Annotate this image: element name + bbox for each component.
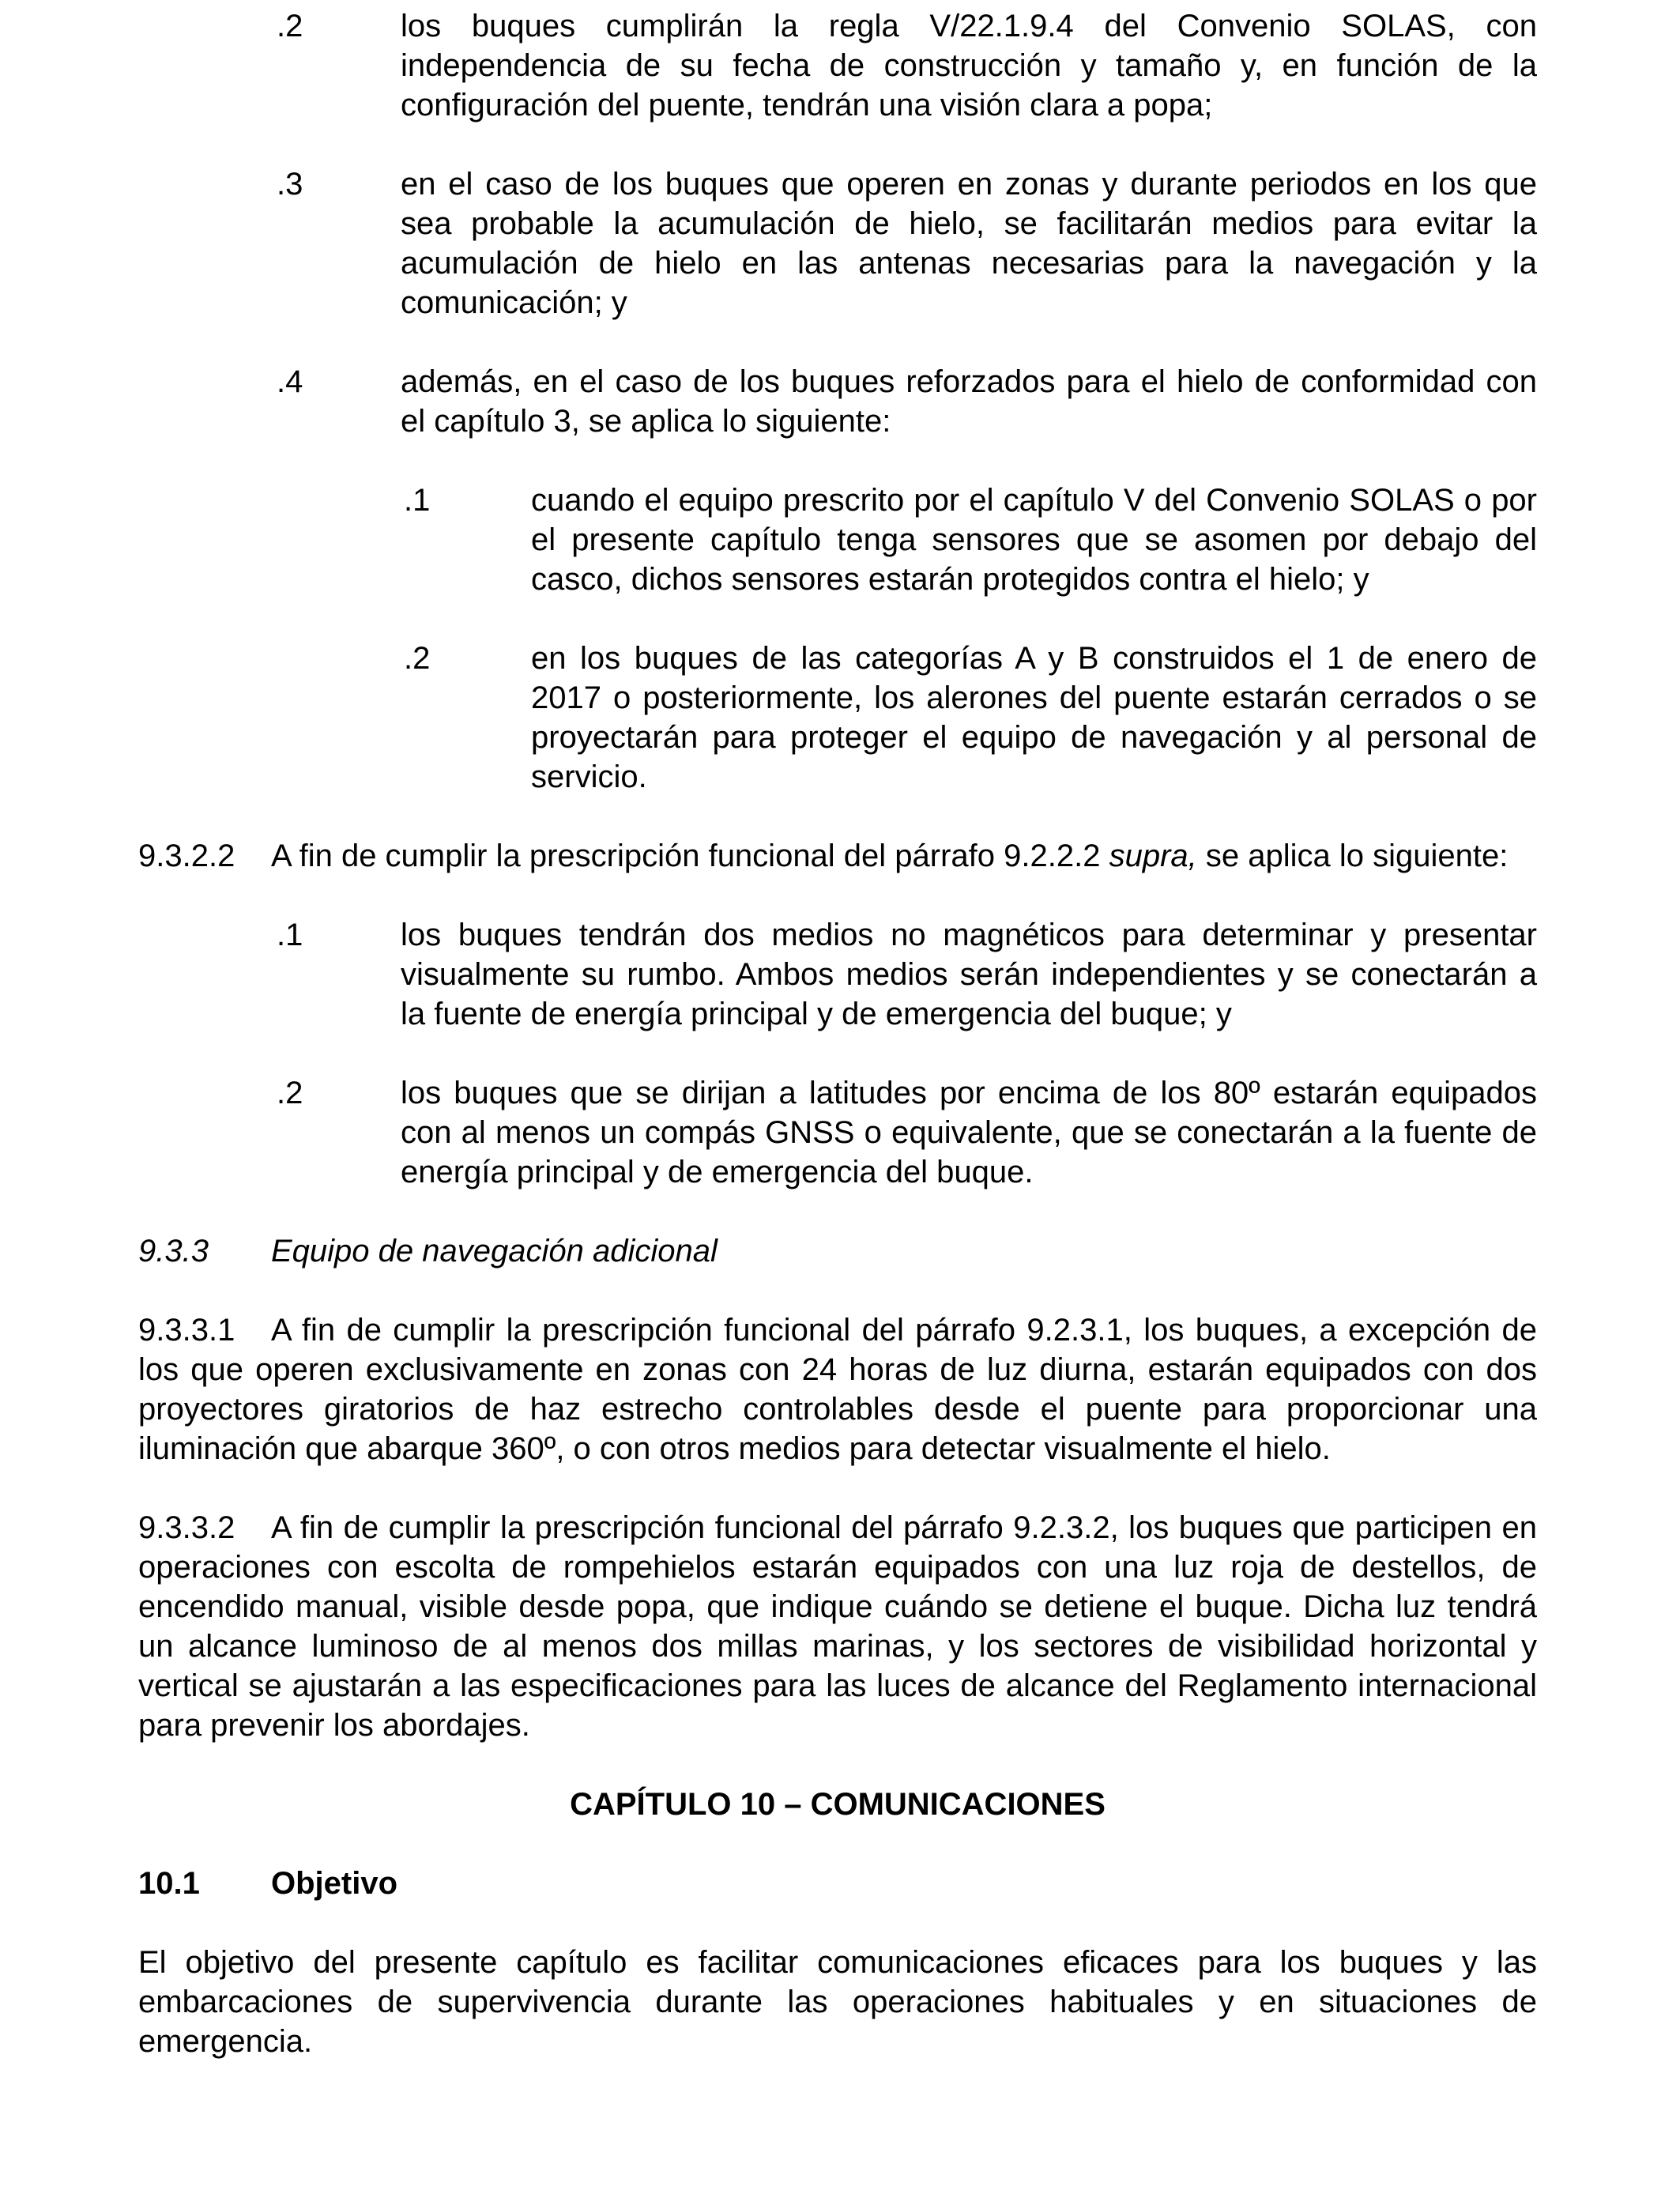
sub-list-item-text: cuando el equipo prescrito por el capítulo V del Convenio SOLAS o por el presente capítulo tenga sensores que se asomen por debajo del casco, dichos sensores estarán protegidos contra el hielo; y: [531, 483, 1537, 597]
section-heading: [138, 1864, 1537, 1903]
list-item-text: los buques que se dirijan a latitudes por encima de los 80º estarán equipados con al menos un compás GNSS o equivalente, que se conectarán a la fuente de energía principal y de emergencia del buque.: [401, 1076, 1537, 1189]
section-number: 10.1: [138, 1866, 200, 1901]
document-page: [138, 6, 1537, 2061]
subsection-heading: [138, 1231, 1537, 1271]
chapter-title: CAPÍTULO 10 – COMUNICACIONES: [570, 1787, 1106, 1822]
paragraph-9-3-3-1: [138, 1310, 1537, 1468]
paragraph-text: A fin de cumplir la prescripción funcional del párrafo 9.2.2.2: [271, 839, 1101, 873]
list-item: [277, 1073, 1537, 1192]
list-item-number: .3: [277, 167, 303, 202]
list-item-text: en el caso de los buques que operen en zonas y durante periodos en los que sea probable la acumulación de hielo, se facilitarán medios para evitar la acumulación de hielo en las antenas necesarias para la navegación y la comunicación; y: [401, 167, 1537, 320]
sub-list-item-text: en los buques de las categorías A y B construidos el 1 de enero de 2017 o posteriormente, los alerones del puente estarán cerrados o se proyectarán para proteger el equipo de navegación y al personal de servicio.: [531, 641, 1537, 794]
paragraph-text: A fin de cumplir la prescripción funcional del párrafo 9.2.3.2, los buques que participen en operaciones con escolta de rompehielos estarán equipados con una luz roja de destellos, de encendido manual, visible desde popa, que indique cuándo se detiene el buque. Dicha luz tendrá un alcance luminoso de al menos dos millas marinas, y los sectores de visibilidad horizontal y vertical se ajustarán a las especificaciones para las luces de alcance del Reglamento internacional para prevenir los abordajes.: [138, 1510, 1537, 1743]
list-item-number: .2: [277, 1076, 303, 1110]
list-item-number: .4: [277, 364, 303, 399]
list-item-text: los buques tendrán dos medios no magnéticos para determinar y presentar visualmente su rumbo. Ambos medios serán independientes y se conectarán a la fuente de energía principal y de emergencia del buque; y: [401, 918, 1537, 1031]
sub-list-item: [404, 639, 1537, 797]
subsection-title: Equipo de navegación adicional: [271, 1234, 718, 1269]
paragraph-9-3-3-2: [138, 1508, 1537, 1745]
section-title: Objetivo: [271, 1866, 398, 1901]
sub-list-item-number: .1: [404, 483, 431, 518]
list-item-number: .2: [277, 9, 303, 43]
paragraph-text-end: se aplica lo siguiente:: [1205, 839, 1509, 873]
list-item-text: además, en el caso de los buques reforzados para el hielo de conformidad con el capítulo 3, se aplica lo siguiente:: [401, 364, 1537, 439]
list-item-text: los buques cumplirán la regla V/22.1.9.4 del Convenio SOLAS, con independencia de su fecha de construcción y tamaño y, en función de la configuración del puente, tendrán una visión clara a popa;: [401, 9, 1537, 123]
paragraph-number: 9.3.3.1: [138, 1313, 235, 1348]
list-item: [277, 6, 1537, 125]
sub-list-item: [404, 481, 1537, 599]
list-item: [277, 362, 1537, 441]
sub-list-item-number: .2: [404, 641, 431, 676]
paragraph-text: A fin de cumplir la prescripción funcional del párrafo 9.2.3.1, los buques, a excepción de los que operen exclusivamente en zonas con 24 horas de luz diurna, estarán equipados con dos proyectores giratorios de haz estrecho controlables desde el puente para proporcionar una iluminación que abarque 360º, o con otros medios para detectar visualmente el hielo.: [138, 1313, 1537, 1466]
list-item-number: .1: [277, 918, 303, 952]
paragraph-9-3-2-2: [138, 836, 1537, 876]
paragraph-number: 9.3.2.2: [138, 839, 235, 873]
paragraph-objective: El objetivo del presente capítulo es facilitar comunicaciones eficaces para los buques y las embarcaciones de supervivencia durante las operaciones habituales y en situaciones de emergencia.: [138, 1945, 1537, 2059]
list-item: [277, 164, 1537, 322]
paragraph-number: 9.3.3.2: [138, 1510, 235, 1545]
subsection-number: 9.3.3: [138, 1234, 209, 1269]
paragraph-italic-text: supra,: [1109, 839, 1197, 873]
list-item: [277, 915, 1537, 1034]
